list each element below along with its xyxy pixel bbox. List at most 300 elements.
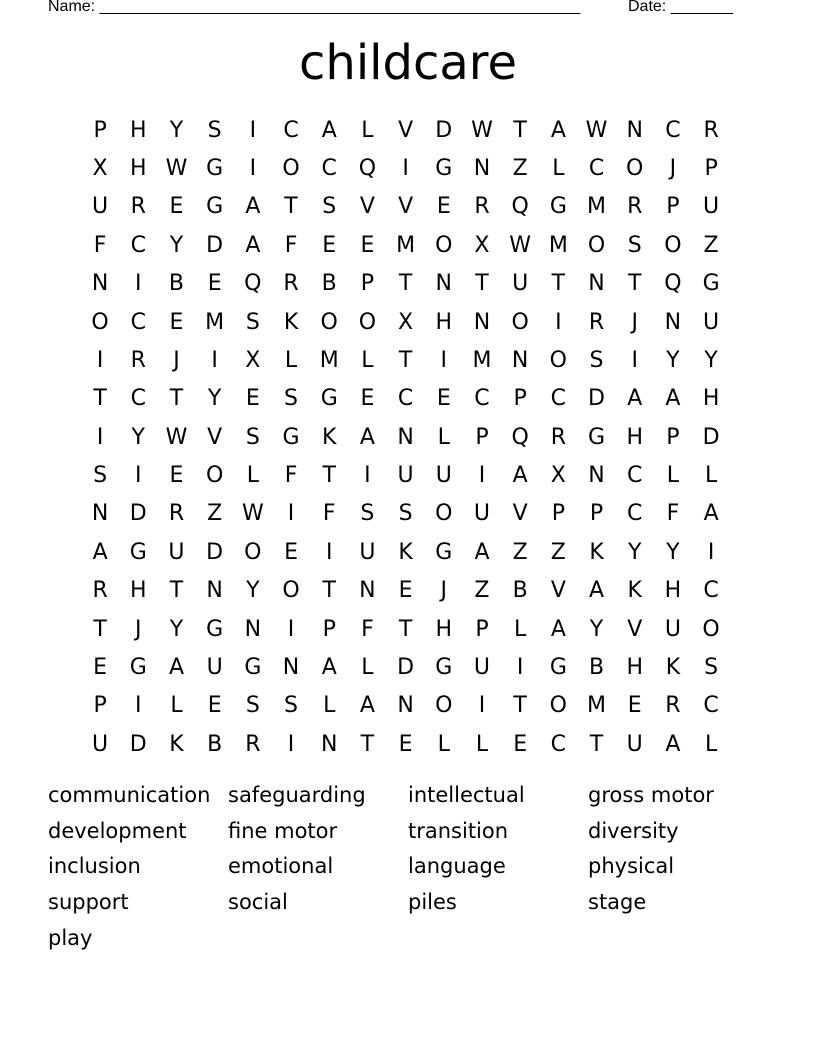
grid-cell: Q xyxy=(511,194,529,220)
grid-cell: K xyxy=(322,424,337,450)
grid-cell: G xyxy=(129,539,147,565)
grid-cell: T xyxy=(551,271,566,297)
grid-cell: Z xyxy=(474,578,490,604)
grid-cell: G xyxy=(435,654,453,680)
grid-cell: I xyxy=(440,347,448,373)
grid-cell: Y xyxy=(704,347,718,373)
grid-cell: V xyxy=(398,194,414,220)
grid-cell: E xyxy=(398,731,413,757)
word-list xyxy=(48,777,768,956)
grid-cell: J xyxy=(173,347,180,373)
grid-cell: S xyxy=(398,501,413,527)
grid-cell: O xyxy=(587,232,606,258)
grid-cell: T xyxy=(513,693,527,719)
grid-cell: N xyxy=(206,578,223,604)
grid-cell: G xyxy=(206,156,224,182)
grid-cell: L xyxy=(475,731,489,757)
date-field-label: Date: _______ xyxy=(628,0,733,15)
grid-cell: Y xyxy=(666,539,680,565)
grid-cell: S xyxy=(284,693,299,719)
grid-cell: V xyxy=(512,501,528,527)
grid-cell: N xyxy=(91,271,109,297)
grid-cell: C xyxy=(703,578,719,604)
grid-cell: S xyxy=(704,654,719,680)
grid-cell: Y xyxy=(246,578,260,604)
grid-cell: H xyxy=(130,578,147,604)
grid-cell: C xyxy=(627,501,643,527)
grid-cell: W xyxy=(241,501,264,527)
grid-cell: Z xyxy=(512,539,528,565)
grid-cell: T xyxy=(398,616,413,642)
grid-cell: P xyxy=(513,386,527,412)
grid-cell: M xyxy=(205,309,225,335)
grid-cell: L xyxy=(284,347,298,373)
grid-cell: D xyxy=(129,501,147,527)
grid-cell: T xyxy=(398,271,413,297)
grid-cell: F xyxy=(284,232,298,258)
name-field-label: Name: ______________________________________________________ xyxy=(48,0,581,15)
grid-cell: F xyxy=(284,463,298,489)
grid-cell: N xyxy=(511,347,529,373)
grid-cell: C xyxy=(283,117,299,143)
letter-grid xyxy=(81,111,730,763)
grid-cell: L xyxy=(323,693,336,719)
grid-cell: O xyxy=(626,156,644,182)
grid-cell: A xyxy=(665,731,681,757)
grid-cell: O xyxy=(244,539,262,565)
grid-cell: W xyxy=(509,232,532,258)
grid-cell: K xyxy=(398,539,413,565)
grid-cell: F xyxy=(93,232,107,258)
grid-cell: P xyxy=(666,424,680,450)
grid-cell: K xyxy=(627,578,642,604)
grid-cell: A xyxy=(92,539,108,565)
grid-cell: K xyxy=(169,731,184,757)
word-list-item: gross motor xyxy=(588,782,714,807)
grid-cell: E xyxy=(360,386,375,412)
word-list-item: piles xyxy=(408,890,457,915)
grid-cell: H xyxy=(664,578,682,604)
grid-cell: E xyxy=(627,693,642,719)
grid-cell: T xyxy=(93,616,107,642)
grid-cell: I xyxy=(287,501,295,527)
grid-cell: C xyxy=(550,731,567,757)
grid-cell: T xyxy=(93,386,107,412)
grid-cell: L xyxy=(514,616,527,642)
grid-cell: Z xyxy=(207,501,223,527)
grid-cell: N xyxy=(320,731,338,757)
grid-cell: U xyxy=(473,501,491,527)
grid-cell: L xyxy=(170,693,183,719)
grid-cell: E xyxy=(93,654,108,680)
grid-cell: N xyxy=(397,424,414,450)
grid-cell: A xyxy=(359,693,375,719)
grid-cell: X xyxy=(245,347,261,373)
grid-cell: O xyxy=(435,693,453,719)
grid-cell: I xyxy=(478,693,486,719)
grid-cell: V xyxy=(207,424,223,450)
grid-cell: P xyxy=(360,271,375,297)
grid-cell: Y xyxy=(207,386,222,412)
grid-cell: L xyxy=(437,731,450,757)
grid-cell: J xyxy=(135,616,142,642)
grid-cell: T xyxy=(322,578,336,604)
grid-cell: I xyxy=(211,347,218,373)
grid-cell: C xyxy=(627,463,643,489)
grid-cell: N xyxy=(397,693,414,719)
grid-cell: G xyxy=(702,271,720,297)
grid-cell: G xyxy=(206,194,224,220)
grid-cell: S xyxy=(245,424,260,450)
grid-cell: I xyxy=(325,539,333,565)
grid-cell: A xyxy=(245,232,261,258)
word-list-item: development xyxy=(48,818,187,843)
grid-cell: U xyxy=(703,194,720,220)
grid-cell: P xyxy=(93,117,107,143)
grid-cell: U xyxy=(397,463,414,489)
grid-cell: R xyxy=(130,347,146,373)
word-list-item: safeguarding xyxy=(228,782,366,807)
grid-cell: E xyxy=(436,386,451,412)
grid-cell: Y xyxy=(169,232,184,258)
grid-cell: A xyxy=(703,501,719,527)
grid-cell: L xyxy=(704,731,718,757)
grid-cell: O xyxy=(664,232,682,258)
grid-cell: G xyxy=(129,654,147,680)
grid-cell: U xyxy=(703,309,720,335)
grid-cell: S xyxy=(589,347,604,373)
grid-cell: P xyxy=(93,693,107,719)
grid-cell: O xyxy=(549,347,567,373)
grid-cell: Q xyxy=(244,271,262,297)
grid-cell: P xyxy=(589,501,604,527)
grid-cell: O xyxy=(358,309,377,335)
grid-cell: E xyxy=(398,578,413,604)
grid-cell: U xyxy=(626,731,643,757)
grid-cell: R xyxy=(168,501,185,527)
grid-cell: P xyxy=(322,616,336,642)
grid-cell: C xyxy=(397,386,414,412)
grid-cell: V xyxy=(359,194,375,220)
grid-cell: H xyxy=(435,309,453,335)
grid-cell: J xyxy=(631,309,638,335)
grid-cell: I xyxy=(96,424,104,450)
word-list-item: inclusion xyxy=(48,854,141,879)
word-list-item: social xyxy=(228,890,288,915)
grid-cell: M xyxy=(319,347,339,373)
grid-cell: F xyxy=(361,616,374,642)
grid-cell: A xyxy=(321,117,337,143)
grid-cell: T xyxy=(627,271,642,297)
grid-cell: O xyxy=(282,156,300,182)
grid-cell: I xyxy=(96,347,104,373)
grid-cell: K xyxy=(589,539,604,565)
grid-cell: A xyxy=(665,386,681,412)
grid-cell: G xyxy=(588,424,606,450)
grid-cell: U xyxy=(435,463,452,489)
grid-cell: G xyxy=(206,616,224,642)
grid-cell: Y xyxy=(169,616,184,642)
grid-cell: Y xyxy=(627,539,642,565)
grid-cell: I xyxy=(478,463,486,489)
grid-cell: G xyxy=(282,424,300,450)
grid-cell: E xyxy=(245,386,260,412)
grid-cell: I xyxy=(516,654,524,680)
grid-cell: R xyxy=(588,309,605,335)
grid-cell: D xyxy=(702,424,720,450)
grid-cell: V xyxy=(398,117,414,143)
grid-cell: F xyxy=(322,501,336,527)
grid-cell: A xyxy=(550,616,566,642)
grid-cell: T xyxy=(398,347,413,373)
grid-cell: K xyxy=(665,654,681,680)
header-line xyxy=(0,0,816,20)
grid-cell: H xyxy=(130,156,147,182)
grid-cell: E xyxy=(169,309,184,335)
grid-cell: H xyxy=(626,654,643,680)
grid-cell: T xyxy=(322,463,336,489)
grid-cell: S xyxy=(627,232,642,258)
grid-cell: Z xyxy=(512,156,528,182)
grid-cell: C xyxy=(703,693,719,719)
grid-cell: Y xyxy=(131,424,145,450)
grid-cell: R xyxy=(703,117,719,143)
grid-cell: L xyxy=(704,463,718,489)
grid-cell: B xyxy=(512,578,528,604)
grid-cell: O xyxy=(435,232,453,258)
grid-cell: G xyxy=(549,654,567,680)
word-list-item: play xyxy=(48,926,93,951)
grid-cell: S xyxy=(322,194,337,220)
grid-cell: I xyxy=(364,463,371,489)
grid-cell: D xyxy=(206,539,224,565)
grid-cell: R xyxy=(130,194,146,220)
grid-cell: Q xyxy=(664,271,682,297)
grid-cell: U xyxy=(359,539,376,565)
grid-cell: X xyxy=(550,463,566,489)
grid-cell: H xyxy=(130,117,147,143)
grid-cell: G xyxy=(320,386,338,412)
grid-cell: O xyxy=(320,309,338,335)
grid-cell: N xyxy=(588,271,605,297)
grid-cell: U xyxy=(512,271,529,297)
grid-cell: H xyxy=(435,616,453,642)
grid-cell: D xyxy=(588,386,605,412)
word-list-item: stage xyxy=(588,890,647,915)
grid-cell: B xyxy=(207,731,223,757)
grid-cell: J xyxy=(440,578,448,604)
grid-cell: D xyxy=(435,117,453,143)
grid-cell: M xyxy=(548,232,568,258)
grid-cell: X xyxy=(474,232,490,258)
word-list-item: emotional xyxy=(228,854,334,879)
grid-cell: X xyxy=(92,156,108,182)
grid-cell: L xyxy=(361,347,374,373)
grid-cell: Y xyxy=(589,616,604,642)
grid-cell: B xyxy=(168,271,185,297)
grid-cell: O xyxy=(282,578,300,604)
grid-cell: I xyxy=(707,539,715,565)
grid-cell: A xyxy=(589,578,605,604)
grid-cell: A xyxy=(627,386,643,412)
grid-cell: T xyxy=(360,731,375,757)
word-list-item: fine motor xyxy=(228,818,338,843)
grid-cell: L xyxy=(666,463,680,489)
grid-cell: T xyxy=(513,117,527,143)
grid-cell: S xyxy=(93,463,108,489)
grid-cell: I xyxy=(249,156,257,182)
grid-cell: R xyxy=(627,194,643,220)
grid-cell: V xyxy=(550,578,566,604)
grid-cell: O xyxy=(435,501,453,527)
grid-cell: I xyxy=(135,271,142,297)
grid-cell: A xyxy=(321,654,337,680)
grid-cell: C xyxy=(130,309,146,335)
grid-cell: I xyxy=(135,693,142,719)
grid-cell: U xyxy=(664,616,681,642)
grid-cell: N xyxy=(91,501,109,527)
grid-cell: D xyxy=(129,731,147,757)
grid-cell: S xyxy=(284,386,299,412)
grid-cell: O xyxy=(91,309,109,335)
grid-cell: L xyxy=(361,117,374,143)
grid-cell: L xyxy=(437,424,450,450)
grid-cell: M xyxy=(587,194,607,220)
grid-cell: R xyxy=(665,693,681,719)
grid-cell: L xyxy=(361,654,374,680)
grid-cell: S xyxy=(207,117,222,143)
grid-cell: C xyxy=(665,117,681,143)
grid-cell: T xyxy=(169,386,184,412)
grid-cell: G xyxy=(435,539,453,565)
grid-cell: N xyxy=(473,309,491,335)
grid-cell: N xyxy=(244,616,262,642)
grid-cell: I xyxy=(402,156,409,182)
grid-cell: E xyxy=(360,232,375,258)
grid-cell: S xyxy=(245,693,260,719)
grid-cell: P xyxy=(551,501,565,527)
grid-cell: R xyxy=(245,731,261,757)
grid-cell: O xyxy=(511,309,529,335)
word-list-item: communication xyxy=(48,782,211,807)
grid-cell: A xyxy=(168,654,184,680)
grid-cell: I xyxy=(631,347,638,373)
grid-cell: E xyxy=(207,693,222,719)
grid-cell: P xyxy=(704,156,718,182)
grid-cell: T xyxy=(169,578,184,604)
grid-cell: H xyxy=(702,386,720,412)
grid-cell: L xyxy=(246,463,259,489)
grid-cell: I xyxy=(135,463,142,489)
grid-cell: U xyxy=(92,194,109,220)
grid-cell: U xyxy=(473,654,491,680)
grid-cell: K xyxy=(283,309,299,335)
grid-cell: E xyxy=(169,463,184,489)
grid-cell: N xyxy=(359,578,376,604)
grid-cell: V xyxy=(627,616,643,642)
grid-cell: T xyxy=(475,271,489,297)
grid-cell: G xyxy=(549,194,567,220)
word-list-item: physical xyxy=(588,854,675,879)
grid-cell: C xyxy=(321,156,337,182)
grid-cell: T xyxy=(284,194,298,220)
grid-cell: G xyxy=(435,156,453,182)
grid-cell: O xyxy=(549,693,567,719)
grid-cell: P xyxy=(475,424,489,450)
grid-cell: Q xyxy=(511,424,529,450)
grid-cell: C xyxy=(588,156,605,182)
grid-cell: S xyxy=(245,309,260,335)
word-list-item: intellectual xyxy=(408,782,525,807)
grid-cell: R xyxy=(474,194,490,220)
grid-cell: N xyxy=(626,117,643,143)
grid-cell: J xyxy=(669,156,677,182)
word-list-item: language xyxy=(408,854,506,879)
grid-cell: A xyxy=(359,424,375,450)
grid-cell: B xyxy=(588,654,605,680)
grid-cell: U xyxy=(206,654,223,680)
grid-cell: M xyxy=(472,347,492,373)
grid-cell: A xyxy=(245,194,261,220)
grid-cell: R xyxy=(550,424,566,450)
grid-cell: Q xyxy=(358,156,377,182)
grid-cell: E xyxy=(436,194,451,220)
grid-cell: E xyxy=(169,194,184,220)
grid-cell: W xyxy=(585,117,608,143)
grid-cell: Y xyxy=(169,117,184,143)
grid-cell: N xyxy=(435,271,453,297)
grid-cell: I xyxy=(287,731,295,757)
grid-cell: M xyxy=(396,232,416,258)
grid-cell: R xyxy=(283,271,299,297)
grid-cell: T xyxy=(589,731,604,757)
grid-cell: R xyxy=(92,578,108,604)
grid-cell: E xyxy=(322,232,337,258)
word-list-item: diversity xyxy=(588,818,679,843)
grid-cell: U xyxy=(168,539,185,565)
grid-cell: C xyxy=(474,386,490,412)
word-list-item: support xyxy=(48,890,129,915)
grid-cell: I xyxy=(287,616,295,642)
grid-cell: U xyxy=(92,731,109,757)
grid-cell: C xyxy=(550,386,567,412)
grid-cell: E xyxy=(207,271,222,297)
grid-cell: X xyxy=(398,309,414,335)
grid-cell: I xyxy=(555,309,562,335)
grid-cell: E xyxy=(513,731,528,757)
grid-cell: N xyxy=(664,309,682,335)
grid-cell: H xyxy=(626,424,643,450)
grid-cell: M xyxy=(587,693,607,719)
grid-cell: C xyxy=(130,386,146,412)
word-list-item: transition xyxy=(408,818,509,843)
grid-cell: P xyxy=(666,194,680,220)
grid-cell: D xyxy=(397,654,415,680)
grid-cell: N xyxy=(282,654,300,680)
grid-cell: Y xyxy=(666,347,680,373)
grid-cell: S xyxy=(360,501,375,527)
grid-cell: O xyxy=(702,616,720,642)
page-title: childcare xyxy=(299,35,517,91)
grid-cell: W xyxy=(165,424,188,450)
grid-cell: Z xyxy=(550,539,566,565)
grid-cell: P xyxy=(475,616,489,642)
grid-cell: W xyxy=(471,117,493,143)
grid-cell: Z xyxy=(703,232,719,258)
grid-cell: W xyxy=(165,156,188,182)
grid-cell: I xyxy=(249,117,257,143)
grid-cell: A xyxy=(512,463,528,489)
